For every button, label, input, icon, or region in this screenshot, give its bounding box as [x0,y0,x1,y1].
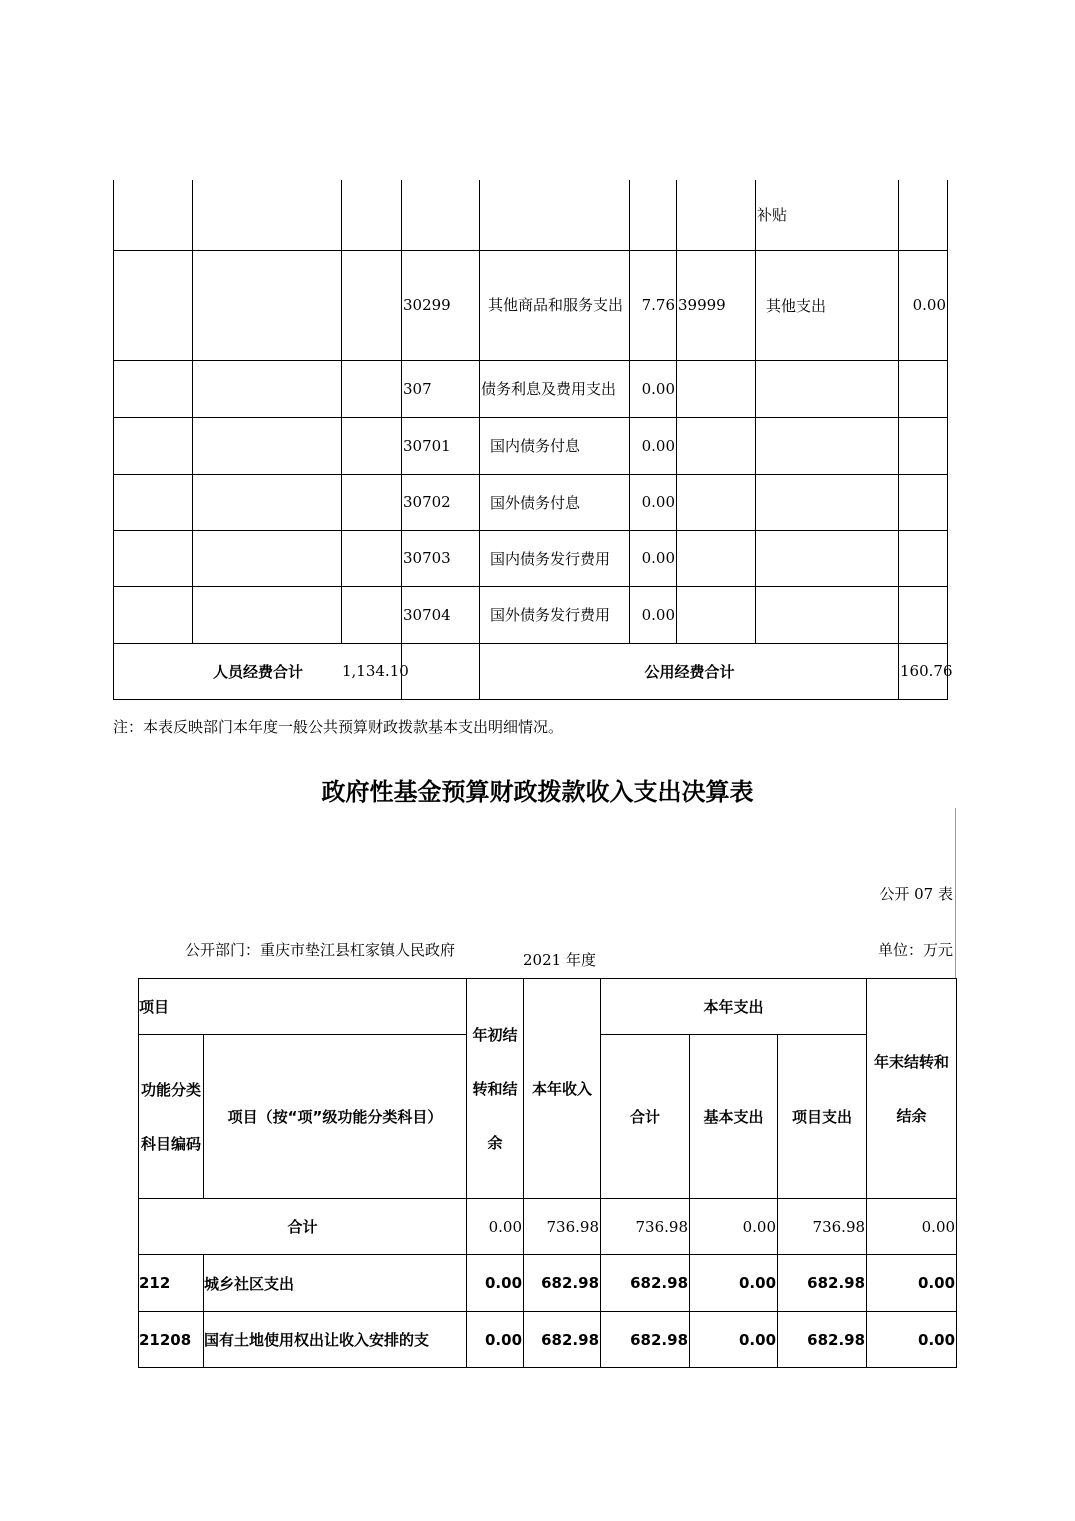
header-expense: 本年支出 [601,979,867,1035]
table-row [114,180,948,250]
department-label: 公开部门：重庆市垫江县杠家镇人民政府 [185,941,456,959]
public-total-value: 160.76 [899,643,948,699]
header-basic: 基本支出 [690,1035,778,1199]
year-label: 2021 年度 [523,951,596,969]
table-row: 212 城乡社区支出 0.00 682.98 682.98 0.00 682.98 0.00 [139,1255,957,1312]
header-project-exp: 项目支出 [778,1035,867,1199]
unit-label: 单位：万元 [877,941,953,959]
table-row: 30299 其他商品和服务支出 7.76 39999 其他支出 0.00 [114,250,948,360]
table-note: 注：本表反映部门本年度一般公共预算财政拨款基本支出明细情况。 [113,718,564,736]
header-project-item: 项目（按“项”级功能分类科目） [204,1035,467,1199]
header-total: 合计 [601,1035,690,1199]
public-total-label: 公用经费合计 [480,643,899,699]
personnel-total-value: 1,134.10 [342,661,409,680]
header-opening: 年初结转和结余 [467,979,524,1199]
table-row: 307 债务利息及费用支出 0.00 [114,360,948,417]
table-row: 30703 国内债务发行费用 0.00 [114,530,948,586]
table-row: 30704 国外债务发行费用 0.00 [114,586,948,643]
table-row: 合计 0.00 736.98 736.98 0.00 736.98 0.00 [139,1199,957,1255]
table-row: 30701 国内债务付息 0.00 [114,417,948,474]
table-number: 公开 07 表 [879,885,953,903]
header-func-code: 功能分类科目编码 [139,1035,204,1199]
header-project: 项目 [139,979,467,1035]
page-title: 政府性基金预算财政拨款收入支出决算表 [321,778,754,806]
table-row: 21208 国有土地使用权出让收入安排的支 0.00 682.98 682.98 0.00 682.98 0.00 [139,1312,957,1368]
table-row: 30702 国外债务付息 0.00 [114,474,948,530]
totals-row [114,643,948,699]
cell-name2: 补贴 [756,180,899,250]
expenditure-detail-table [113,180,953,700]
divider [955,808,956,978]
fund-budget-table [138,978,957,1368]
header-income: 本年收入 [524,979,601,1199]
personnel-total-label: 人员经费合计 [114,643,402,699]
header-closing: 年末结转和结余 [867,979,957,1199]
